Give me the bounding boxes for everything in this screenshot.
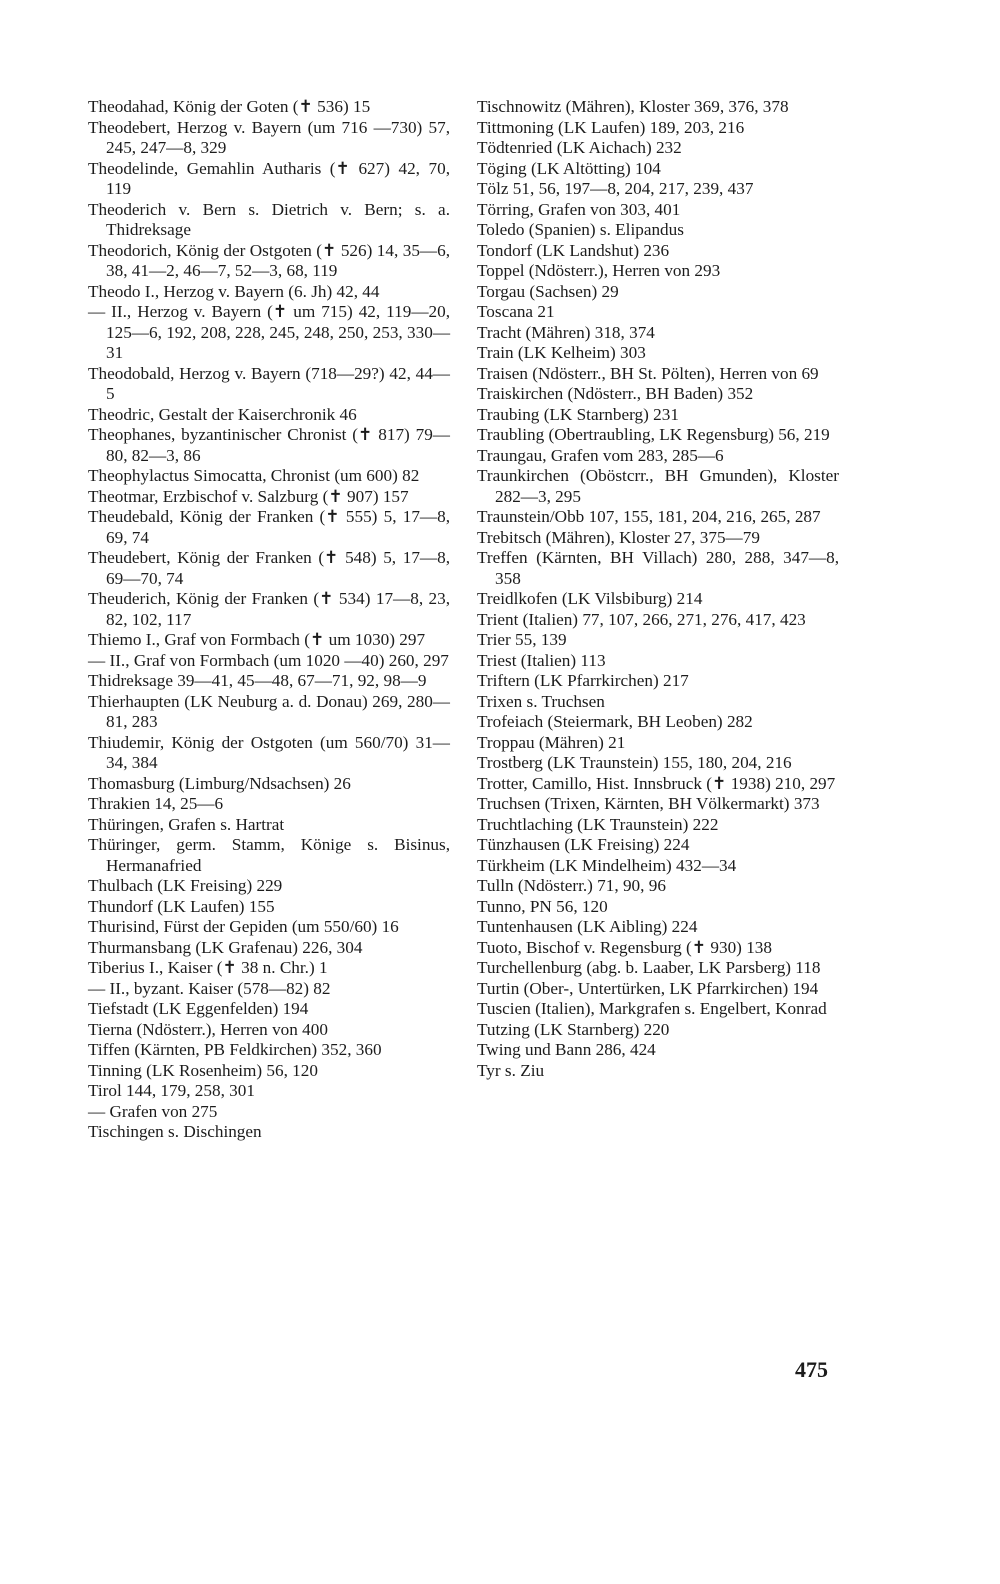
index-entry: Theodorich, König der Ostgoten (✝ 526) 14, 35—6, 38, 41—2, 46—7, 52—3, 68, 119 bbox=[88, 240, 450, 280]
index-entry: Thrakien 14, 25—6 bbox=[88, 794, 224, 813]
index-entry: Toledo (Spanien) s. Elipandus bbox=[477, 220, 684, 239]
index-entry: Tiefstadt (LK Eggenfelden) 194 bbox=[88, 999, 309, 1018]
index-entry: Theodebert, Herzog v. Bayern (um 716 —730) 57, 245, 247—8, 329 bbox=[88, 117, 450, 157]
index-entry: Theodric, Gestalt der Kaiserchronik 46 bbox=[88, 404, 357, 424]
index-entry: — II., Herzog v. Bayern (✝ um 715) 42, 119—20, 125—6, 192, 208, 228, 245, 248, 250, 253, 330—31 bbox=[88, 302, 450, 362]
index-entry: Theodobald, Herzog v. Bayern (718—29?) 42, 44—5 bbox=[88, 363, 450, 403]
index-entry: Trixen s. Truchsen bbox=[477, 691, 605, 711]
index-entry: Truchtlaching (LK Traunstein) 222 bbox=[477, 814, 719, 834]
index-entry: Tuoto, Bischof v. Regensburg (✝ 930) 138 bbox=[477, 937, 772, 957]
index-entry: Thiudemir, König der Ostgoten (um 560/70) 31—34, 384 bbox=[88, 732, 450, 772]
index-entry: Tirol 144, 179, 258, 301 bbox=[88, 1081, 255, 1100]
page-number: 475 bbox=[795, 1357, 828, 1382]
index-entry: Türkheim (LK Mindelheim) 432—34 bbox=[477, 855, 737, 875]
index-entry: Toppel (Ndösterr.), Herren von 293 bbox=[477, 261, 721, 280]
index-entry: Töging (LK Altötting) 104 bbox=[477, 158, 661, 178]
index-entry: Tracht (Mähren) 318, 374 bbox=[477, 322, 655, 342]
index-entry: Theudebert, König der Franken (✝ 548) 5, 17—8, 69—70, 74 bbox=[88, 548, 450, 588]
index-entry: Törring, Grafen von 303, 401 bbox=[477, 199, 681, 219]
index-entry: Tischnowitz (Mähren), Kloster 369, 376, 378 bbox=[477, 97, 789, 116]
index-entry: Tischingen s. Dischingen bbox=[88, 1122, 262, 1141]
index-entry: Theoderich v. Bern s. Dietrich v. Bern; s. a. Thidreksage bbox=[88, 199, 450, 239]
index-entry: Traunkirchen (Oböstcrr., BH Gmunden), Kloster 282—3, 295 bbox=[477, 466, 839, 506]
index-entry: Treffen (Kärnten, BH Villach) 280, 288, 347—8, 358 bbox=[477, 548, 839, 588]
index-entry: Troppau (Mähren) 21 bbox=[477, 732, 626, 752]
index-entry: Tuscien (Italien), Markgrafen s. Engelbert, Konrad bbox=[477, 999, 827, 1018]
index-entry: Traubing (LK Starnberg) 231 bbox=[477, 404, 679, 424]
index-entry: Tödtenried (LK Aichach) 232 bbox=[477, 138, 682, 157]
index-column-left bbox=[88, 97, 450, 1143]
index-entry: Thüringen, Grafen s. Hartrat bbox=[88, 814, 285, 834]
index-entry: Thidreksage 39—41, 45—48, 67—71, 92, 98—9 bbox=[88, 671, 427, 690]
index-entry: Thundorf (LK Laufen) 155 bbox=[88, 896, 275, 916]
index-entry: Tuntenhausen (LK Aibling) 224 bbox=[477, 917, 698, 936]
index-entry: Triest (Italien) 113 bbox=[477, 650, 606, 670]
index-entry: Triftern (LK Pfarrkirchen) 217 bbox=[477, 671, 689, 690]
index-entry: — II., byzant. Kaiser (578—82) 82 bbox=[88, 978, 331, 998]
index-entry: Trient (Italien) 77, 107, 266, 271, 276, 417, 423 bbox=[477, 609, 806, 629]
index-entry: Thierhaupten (LK Neuburg a. d. Donau) 269, 280—81, 283 bbox=[88, 691, 450, 731]
index-entry: Thurmansbang (LK Grafenau) 226, 304 bbox=[88, 937, 363, 957]
index-entry: Theuderich, König der Franken (✝ 534) 17—8, 23, 82, 102, 117 bbox=[88, 589, 450, 629]
index-entry: Traiskirchen (Ndösterr., BH Baden) 352 bbox=[477, 384, 754, 403]
index-entry: Trostberg (LK Traunstein) 155, 180, 204, 216 bbox=[477, 753, 792, 772]
index-entry: Tiffen (Kärnten, PB Feldkirchen) 352, 360 bbox=[88, 1040, 382, 1059]
index-entry: — Grafen von 275 bbox=[88, 1101, 218, 1121]
index-entry: Theotmar, Erzbischof v. Salzburg (✝ 907) 157 bbox=[88, 486, 409, 506]
index-entry: Trofeiach (Steiermark, BH Leoben) 282 bbox=[477, 712, 753, 731]
index-entry: Theophanes, byzantinischer Chronist (✝ 817) 79—80, 82—3, 86 bbox=[88, 425, 450, 465]
index-entry: Turchellenburg (abg. b. Laaber, LK Parsberg) 118 bbox=[477, 958, 821, 977]
index-entry: Tunno, PN 56, 120 bbox=[477, 896, 608, 916]
index-entry: Traunstein/Obb 107, 155, 181, 204, 216, 265, 287 bbox=[477, 507, 821, 526]
index-entry: — II., Graf von Formbach (um 1020 —40) 260, 297 bbox=[88, 650, 449, 670]
index-entry: Tiberius I., Kaiser (✝ 38 n. Chr.) 1 bbox=[88, 958, 328, 977]
index-entry: Tinning (LK Rosenheim) 56, 120 bbox=[88, 1060, 318, 1080]
index-entry: Theudebald, König der Franken (✝ 555) 5, 17—8, 69, 74 bbox=[88, 507, 450, 547]
index-entry: Tünzhausen (LK Freising) 224 bbox=[477, 835, 690, 854]
index-entry: Tierna (Ndösterr.), Herren von 400 bbox=[88, 1019, 328, 1039]
index-entry: Trotter, Camillo, Hist. Innsbruck (✝ 1938) 210, 297 bbox=[477, 773, 836, 793]
index-entry: Truchsen (Trixen, Kärnten, BH Völkermarkt) 373 bbox=[477, 794, 820, 813]
index-entry: Thomasburg (Limburg/Ndsachsen) 26 bbox=[88, 773, 351, 793]
index-entry: Tondorf (LK Landshut) 236 bbox=[477, 240, 670, 260]
index-entry: Treidlkofen (LK Vilsbiburg) 214 bbox=[477, 589, 703, 608]
index-entry: Tutzing (LK Starnberg) 220 bbox=[477, 1019, 670, 1039]
index-entry: Twing und Bann 286, 424 bbox=[477, 1040, 656, 1059]
index-entry: Traisen (Ndösterr., BH St. Pölten), Herren von 69 bbox=[477, 363, 819, 383]
index-entry: Tyr s. Ziu bbox=[477, 1060, 545, 1080]
index-entry: Toscana 21 bbox=[477, 302, 555, 321]
index-entry: Tulln (Ndösterr.) 71, 90, 96 bbox=[477, 876, 666, 895]
index-entry: Theodo I., Herzog v. Bayern (6. Jh) 42, 44 bbox=[88, 281, 380, 301]
index-entry: Traungau, Grafen vom 283, 285—6 bbox=[477, 445, 724, 465]
index-entry: Traubling (Obertraubling, LK Regensburg) 56, 219 bbox=[477, 425, 830, 444]
index-entry: Turtin (Ober-, Untertürken, LK Pfarrkirchen) 194 bbox=[477, 978, 819, 998]
index-entry: Trier 55, 139 bbox=[477, 630, 567, 649]
index-entry: Thüringer, germ. Stamm, Könige s. Bisinus, Hermanafried bbox=[88, 835, 450, 875]
index-entry: Thurisind, Fürst der Gepiden (um 550/60) 16 bbox=[88, 917, 399, 936]
index-entry: Torgau (Sachsen) 29 bbox=[477, 281, 619, 301]
index-entry: Train (LK Kelheim) 303 bbox=[477, 343, 646, 362]
index-entry: Theodelinde, Gemahlin Autharis (✝ 627) 42, 70, 119 bbox=[88, 158, 450, 198]
index-entry: Tölz 51, 56, 197—8, 204, 217, 239, 437 bbox=[477, 179, 754, 198]
index-entry: Theophylactus Simocatta, Chronist (um 600) 82 bbox=[88, 466, 420, 485]
index-entry: Tittmoning (LK Laufen) 189, 203, 216 bbox=[477, 117, 745, 137]
index-entry: Trebitsch (Mähren), Kloster 27, 375—79 bbox=[477, 527, 760, 547]
index-entry: Thulbach (LK Freising) 229 bbox=[88, 876, 283, 895]
index-column-right bbox=[477, 97, 839, 1081]
index-entry: Theodahad, König der Goten (✝ 536) 15 bbox=[88, 97, 371, 116]
index-entry: Thiemo I., Graf von Formbach (✝ um 1030) 297 bbox=[88, 630, 426, 649]
